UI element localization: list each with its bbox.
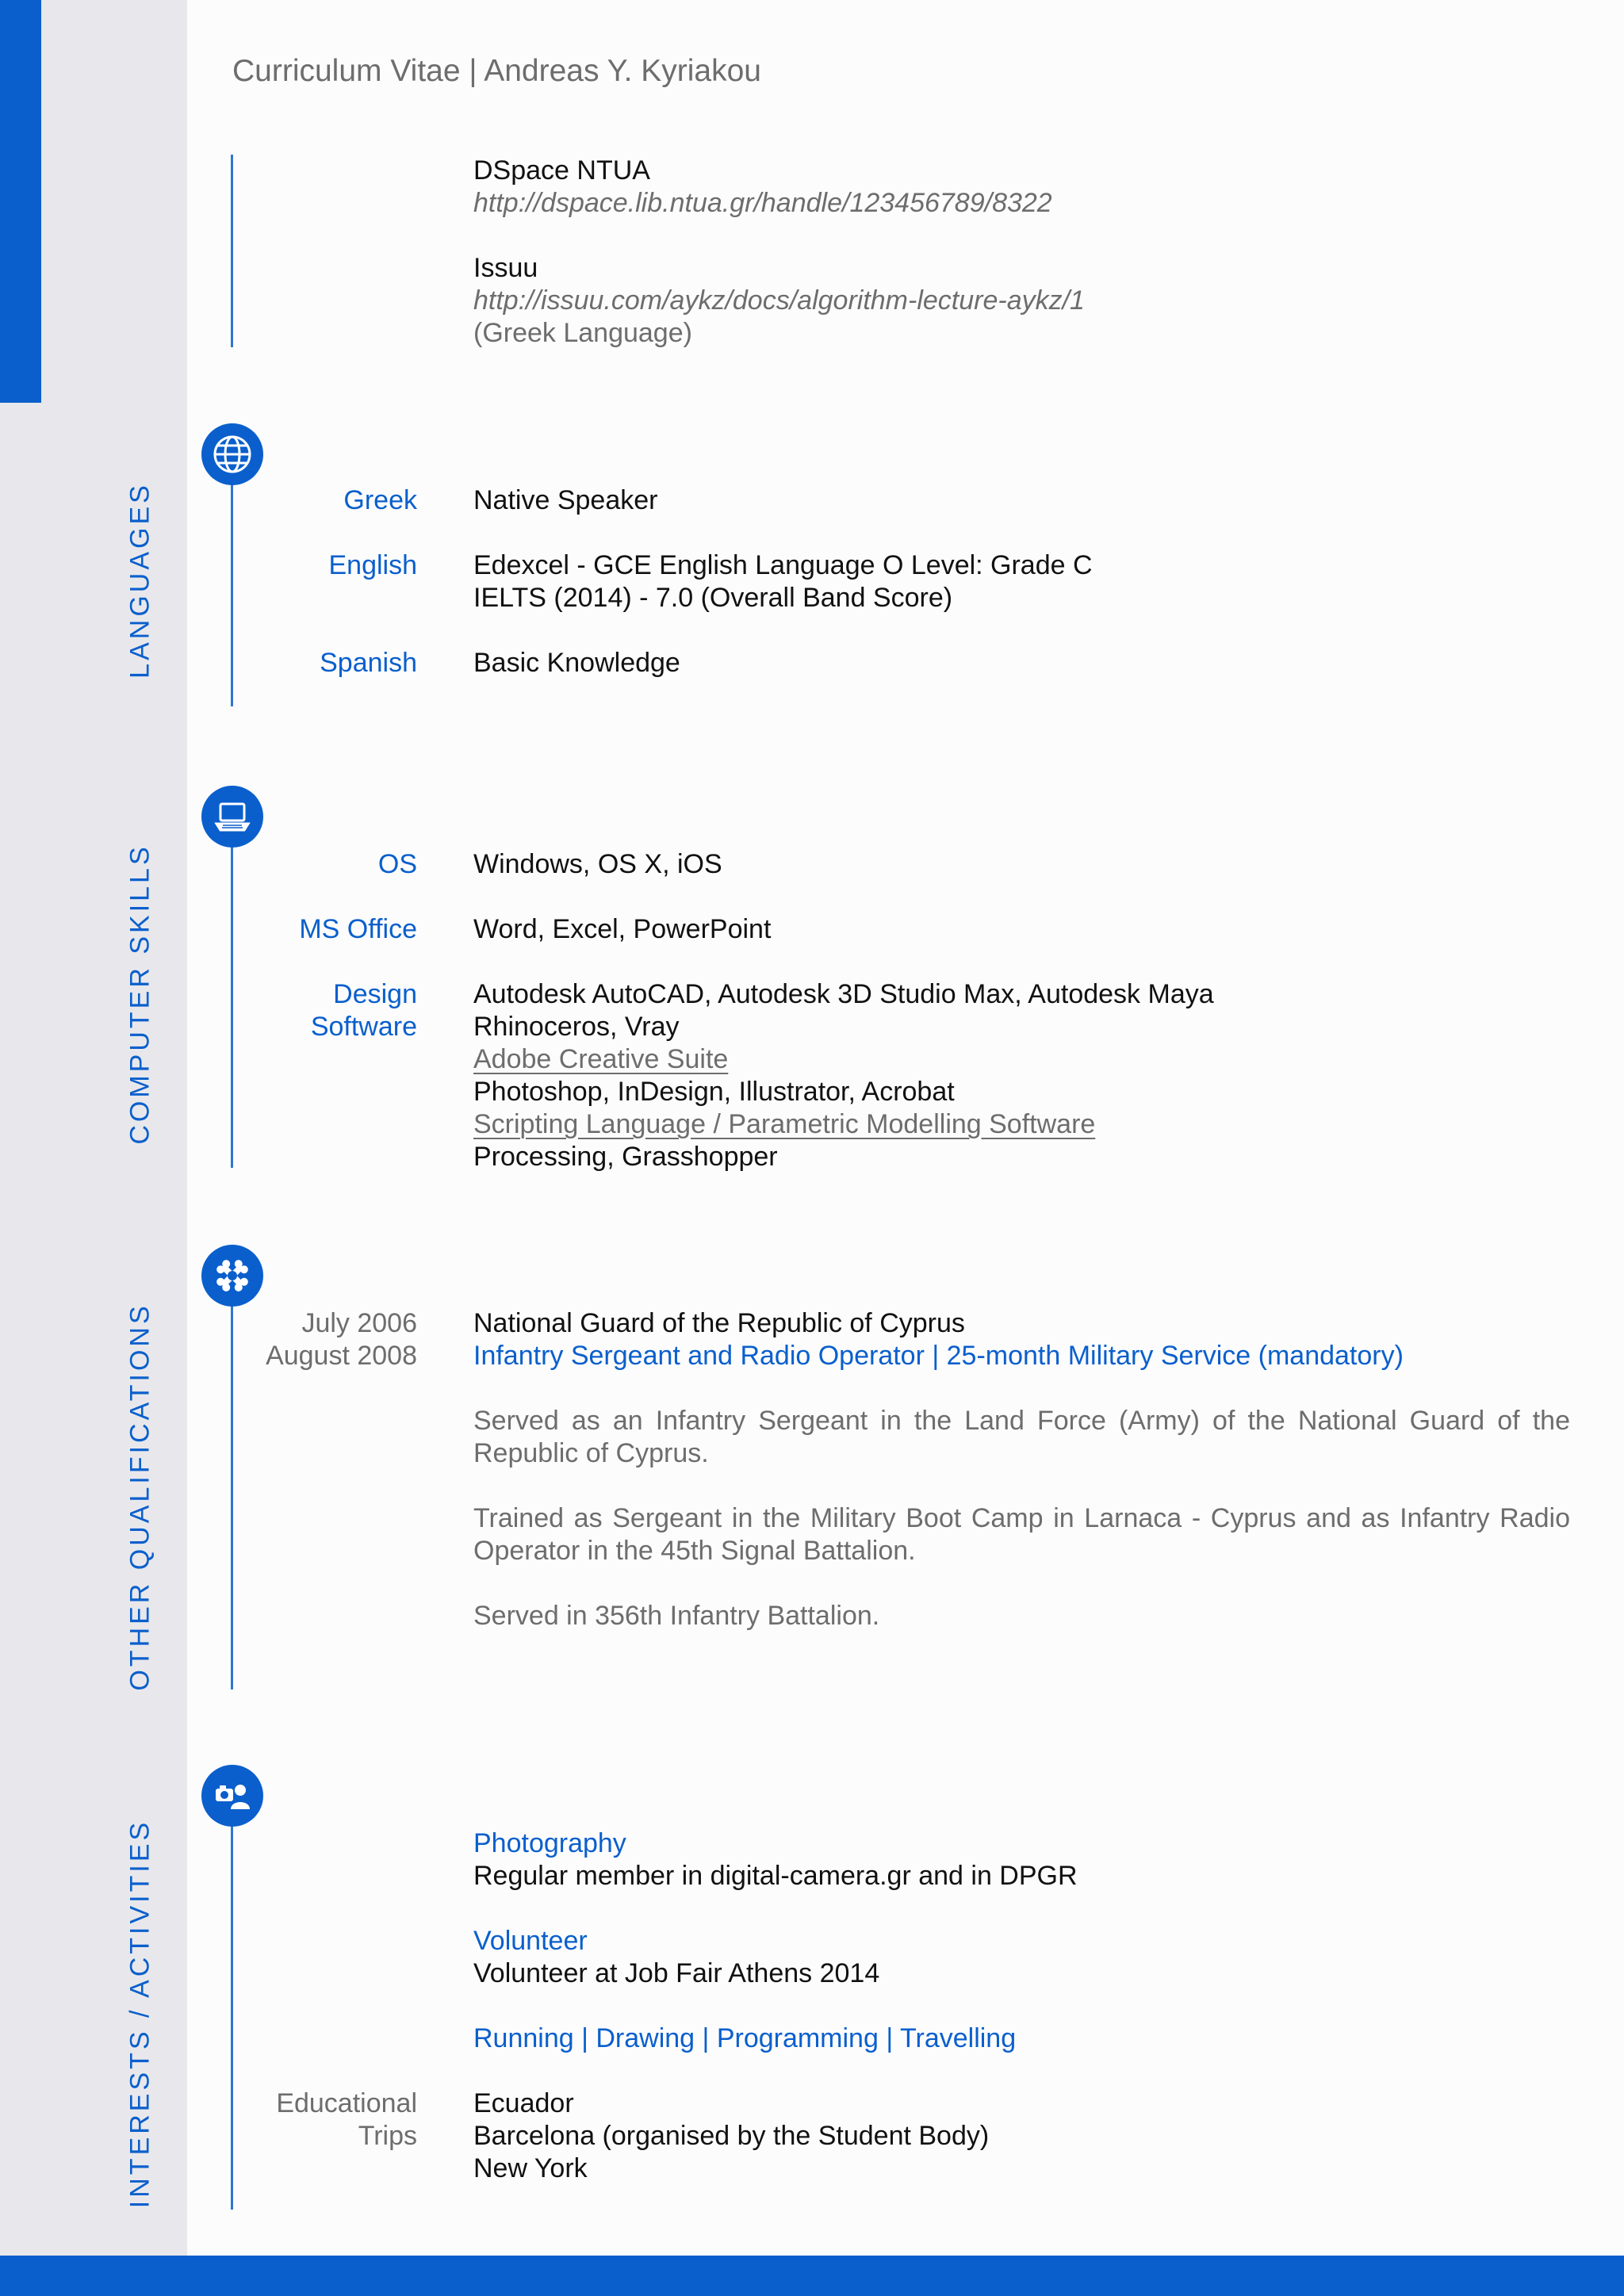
computer-skills-timeline bbox=[231, 817, 233, 1168]
skill-value-os: Windows, OS X, iOS bbox=[473, 849, 722, 879]
qualifications-timeline bbox=[231, 1276, 233, 1689]
skill-label-design: Design bbox=[333, 979, 417, 1009]
footer-bar bbox=[0, 2256, 1624, 2296]
publication-note: (Greek Language) bbox=[473, 318, 692, 348]
language-label: Spanish bbox=[320, 648, 417, 678]
skill-value-design: Rhinoceros, Vray bbox=[473, 1012, 680, 1042]
languages-timeline bbox=[231, 454, 233, 706]
publication-name: Issuu bbox=[473, 253, 538, 283]
description-paragraph: Served as an Infantry Sergeant in the Land Force (Army) of the National Guard of the Republic of Cyprus. bbox=[473, 1406, 1570, 1468]
trip-item: Barcelona (organised by the Student Body) bbox=[473, 2121, 990, 2151]
role-title: Infantry Sergeant and Radio Operator | 25-month Military Service (mandatory) bbox=[473, 1341, 1404, 1371]
language-level: IELTS (2014) - 7.0 (Overall Band Score) bbox=[473, 583, 953, 613]
section-title-panel bbox=[41, 0, 187, 2256]
skill-value-design: Photoshop, InDesign, Illustrator, Acrobat bbox=[473, 1077, 955, 1107]
skill-label-design: Software bbox=[310, 1012, 417, 1042]
publication-link[interactable]: http://dspace.lib.ntua.gr/handle/123456789/8322 bbox=[473, 188, 1052, 218]
hobbies-list: Running | Drawing | Programming | Travelling bbox=[473, 2023, 1017, 2053]
skill-label-os: OS bbox=[377, 849, 417, 879]
trips-label: Educational bbox=[276, 2088, 417, 2118]
date-start: July 2006 bbox=[301, 1308, 417, 1338]
trip-item: Ecuador bbox=[473, 2088, 574, 2118]
skill-value-design: Processing, Grasshopper bbox=[473, 1142, 778, 1172]
left-accent-bar bbox=[0, 0, 41, 403]
description-paragraph: Trained as Sergeant in the Military Boot Camp in Larnaca - Cyprus and as Infantry Radio Operator in the 45th Signal Battalion. bbox=[473, 1503, 1570, 1566]
globe-icon bbox=[201, 423, 263, 485]
language-label: Greek bbox=[343, 485, 417, 515]
interests-timeline bbox=[231, 1796, 233, 2210]
language-level: Edexcel - GCE English Language O Level: Grade C bbox=[473, 550, 1093, 580]
skill-subheading: Scripting Language / Parametric Modelling Software bbox=[473, 1109, 1096, 1139]
publication-name: DSpace NTUA bbox=[473, 155, 650, 186]
document-title: Curriculum Vitae | Andreas Y. Kyriakou bbox=[232, 54, 761, 88]
camera-person-icon bbox=[201, 1765, 263, 1827]
date-end: August 2008 bbox=[266, 1341, 417, 1371]
organisation-name: National Guard of the Republic of Cyprus bbox=[473, 1308, 965, 1338]
interest-text: Regular member in digital-camera.gr and in DPGR bbox=[473, 1861, 1078, 1891]
laptop-icon bbox=[201, 786, 263, 848]
publications-timeline bbox=[231, 155, 233, 347]
publication-link[interactable]: http://issuu.com/aykz/docs/algorithm-lecture-aykz/1 bbox=[473, 285, 1085, 316]
description-paragraph: Served in 356th Infantry Battalion. bbox=[473, 1601, 880, 1631]
trip-item: New York bbox=[473, 2153, 588, 2183]
interest-title: Volunteer bbox=[473, 1926, 588, 1956]
language-level: Basic Knowledge bbox=[473, 648, 680, 678]
skill-label-ms-office: MS Office bbox=[299, 914, 417, 944]
bones-icon bbox=[201, 1245, 263, 1307]
skill-value-design: Autodesk AutoCAD, Autodesk 3D Studio Max, Autodesk Maya bbox=[473, 979, 1214, 1009]
language-label: English bbox=[328, 550, 417, 580]
skill-value-ms-office: Word, Excel, PowerPoint bbox=[473, 914, 772, 944]
language-level: Native Speaker bbox=[473, 485, 658, 515]
trips-label: Trips bbox=[358, 2121, 417, 2151]
skill-subheading: Adobe Creative Suite bbox=[473, 1044, 729, 1074]
interest-title: Photography bbox=[473, 1828, 626, 1858]
interest-text: Volunteer at Job Fair Athens 2014 bbox=[473, 1958, 880, 1988]
